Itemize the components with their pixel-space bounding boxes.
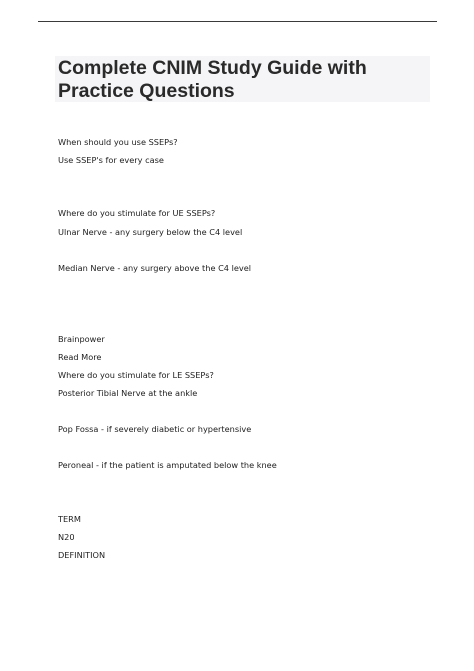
question-le-stimulation: Where do you stimulate for LE SSEPs? [58,370,214,380]
definition-label: DEFINITION [58,550,106,560]
question-ssep-use: When should you use SSEPs? [58,137,178,147]
answer-pop-fossa: Pop Fossa - if severely diabetic or hypertensive [58,424,252,434]
term-label: TERM [58,514,81,524]
answer-peroneal: Peroneal - if the patient is amputated below the knee [58,460,277,470]
question-ue-stimulation: Where do you stimulate for UE SSEPs? [58,208,216,218]
answer-ssep-use: Use SSEP's for every case [58,155,164,165]
answer-median-nerve: Median Nerve - any surgery above the C4 level [58,263,252,273]
answer-posterior-tibial: Posterior Tibial Nerve at the ankle [58,388,198,398]
read-more-link[interactable]: Read More [58,352,102,362]
term-value: N20 [58,532,75,542]
top-divider [38,21,437,22]
answer-ulnar-nerve: Ulnar Nerve - any surgery below the C4 level [58,227,243,237]
brainpower-label: Brainpower [58,334,105,344]
page-title: Complete CNIM Study Guide with Practice Questions [58,57,367,102]
